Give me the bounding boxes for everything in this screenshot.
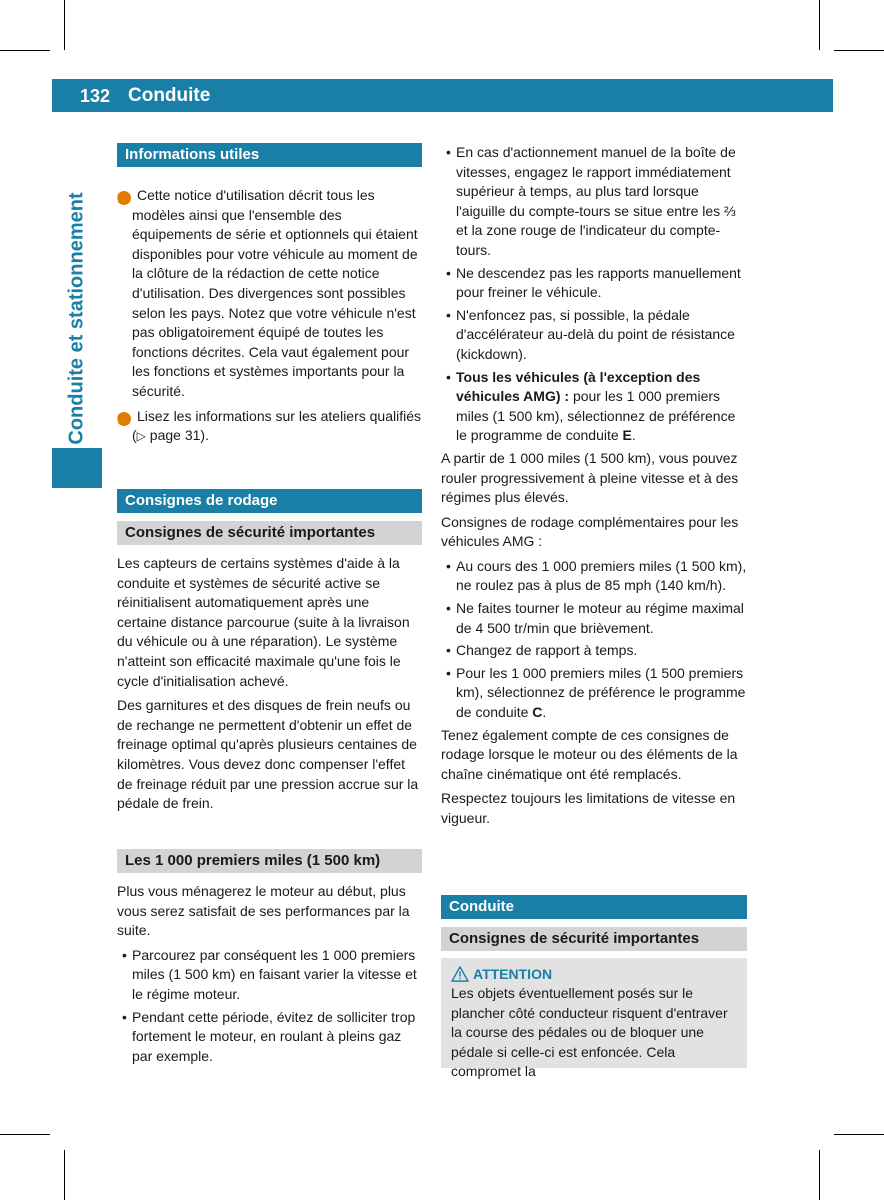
list-item-end: . xyxy=(631,427,636,444)
rodage-text xyxy=(117,554,422,819)
crop-mark xyxy=(834,50,884,51)
list-item xyxy=(441,306,747,365)
list-item xyxy=(441,664,747,723)
list-item-text: N'enfoncez pas, si possible, la pédale d'accélérateur au-delà du point de résistance (kickdown). xyxy=(456,306,735,362)
paragraph: Les capteurs de certains systèmes d'aide à la conduite et systèmes de sécurité active se réinitialisent automatiquement après une certaine distance parcourue (suite à la livraison du véhicule ou à une réparation). Le système n'atteint son efficacité maximale qu'une fois le cycle d'initialisation achevé. xyxy=(117,555,410,689)
crop-mark xyxy=(0,1134,50,1135)
info-paragraph xyxy=(114,407,422,447)
subheading-conduite-securite: Consignes de sécurité importantes xyxy=(441,927,747,951)
section-heading-conduite: Conduite xyxy=(441,895,747,919)
crop-mark xyxy=(64,1150,65,1200)
crop-mark xyxy=(64,0,65,50)
page-number: 132 xyxy=(58,86,116,107)
warning-title: ATTENTION xyxy=(473,966,553,982)
list-item: • Parcourez par conséquent les 1 000 premiers miles (1 500 km) en faisant varier la vitesse et le régime moteur. xyxy=(117,946,422,1005)
right-column-text xyxy=(441,143,747,834)
paragraph: Tenez également compte de ces consignes de rodage lorsque le moteur ou des éléments de la chaîne cinématique ont été remplacés. xyxy=(441,726,738,782)
crop-mark xyxy=(819,0,820,50)
list-item-text: Ne faites tourner le moteur au régime maximal de 4 500 tr/min que brièvement. xyxy=(456,600,744,636)
page-title: Conduite xyxy=(128,85,211,106)
bullet-list xyxy=(441,557,747,723)
side-tab-label: Conduite et stationnement xyxy=(65,191,88,445)
list-item xyxy=(441,599,747,638)
bullet-list xyxy=(117,946,422,1067)
subheading-rodage-securite: Consignes de sécurité importantes xyxy=(117,521,422,545)
paragraph: Consignes de rodage complémentaires pour les véhicules AMG : xyxy=(441,513,739,550)
list-item-text: En cas d'actionnement manuel de la boîte de vitesses, engagez le rapport immédiatement supérieur à temps, au plus tard lorsque l'aiguille du compte-tours se situe entre les ⅔ et la zone rouge de l'indicateur du compte-tours. xyxy=(456,144,736,258)
warning-triangle-icon xyxy=(451,966,469,982)
info-icon: i xyxy=(117,412,131,426)
list-item-text: pour les 1 000 premiers miles (1 500 km), sélectionnez de préférence le programme de conduite xyxy=(456,388,736,444)
crop-mark xyxy=(834,1134,884,1135)
paragraph: Des garnitures et des disques de frein neufs ou de rechange ne permettent d'obtenir un effet de freinage optimal qu'après plusieurs centaines de kilomètres. Vous devez donc compenser l'effet de freinage réduit par une pression accrue sur la pédale de frein. xyxy=(117,697,419,812)
page-ref-arrow-icon: ▷ xyxy=(136,429,146,444)
list-item xyxy=(441,264,747,303)
paragraph: Respectez toujours les limitations de vitesse en vigueur. xyxy=(441,790,736,826)
info-text-1: Cette notice d'utilisation décrit tous les modèles ainsi que l'ensemble des équipements de série et optionnels qui étaient disponibles pour votre véhicule au moment de la clôture de la rédaction de cette notice d'utilisation. Des divergences sont possibles selon les pays. Notez que votre véhicule n'est pas obligatoirement équipé de toutes les fonctions décrites. Cela vaut également pour les fonctions et systèmes importants pour la sécurité. xyxy=(132,187,418,399)
list-item-bold: Tous les véhicules (à l'exception des véhicules AMG) : xyxy=(456,368,701,405)
list-item-text: Ne descendez pas les rapports manuellement pour freiner le véhicule. xyxy=(456,264,741,301)
warning-text: Les objets éventuellement posés sur le plancher côté conducteur risquent d'entraver la course des pédales ou de bloquer une pédale si celle-ci est enfoncée. Cela compromet la xyxy=(451,985,728,1080)
crop-mark xyxy=(819,1150,820,1200)
info-text-2-suffix: page 31). xyxy=(145,427,209,444)
list-item xyxy=(441,368,747,446)
list-item-text: Pour les 1 000 premiers miles (1 500 premiers km), sélectionnez de préférence le programme de conduite xyxy=(456,664,746,721)
paragraph: Plus vous ménagerez le moteur au début, plus vous serez satisfait de ses performances par la suite. xyxy=(117,883,410,939)
list-item-end: . xyxy=(542,704,547,721)
miles-text xyxy=(117,882,422,1069)
info-paragraph xyxy=(114,186,422,402)
informations-text xyxy=(114,186,422,452)
bullet-list xyxy=(441,143,747,446)
list-item xyxy=(441,143,747,261)
header-bar xyxy=(119,79,833,112)
side-tab xyxy=(52,150,102,486)
crop-mark xyxy=(0,50,50,51)
list-item: • Pendant cette période, évitez de solliciter trop fortement le moteur, en roulant à pleins gaz par exemple. xyxy=(117,1008,422,1067)
drive-program-e: E xyxy=(622,427,632,444)
warning-box xyxy=(441,958,747,1080)
section-heading-informations: Informations utiles xyxy=(117,143,422,167)
info-icon: i xyxy=(117,191,131,205)
warning-title-row xyxy=(451,966,737,982)
list-item xyxy=(441,557,747,596)
list-item-text: Au cours des 1 000 premiers miles (1 500 km), ne roulez pas à plus de 85 mph (140 km/h). xyxy=(456,557,747,594)
subheading-premiers-miles: Les 1 000 premiers miles (1 500 km) xyxy=(117,849,422,873)
drive-program-c: C xyxy=(532,704,543,721)
info-text-2: Lisez les informations sur les ateliers qualifiés ( xyxy=(132,407,422,444)
list-item-text: Changez de rapport à temps. xyxy=(456,642,638,659)
list-item xyxy=(441,641,747,661)
paragraph: A partir de 1 000 miles (1 500 km), vous pouvez rouler progressivement à pleine vitesse et à des régimes plus élevés. xyxy=(441,449,739,506)
section-heading-rodage: Consignes de rodage xyxy=(117,489,422,513)
side-tab-marker xyxy=(52,448,102,488)
